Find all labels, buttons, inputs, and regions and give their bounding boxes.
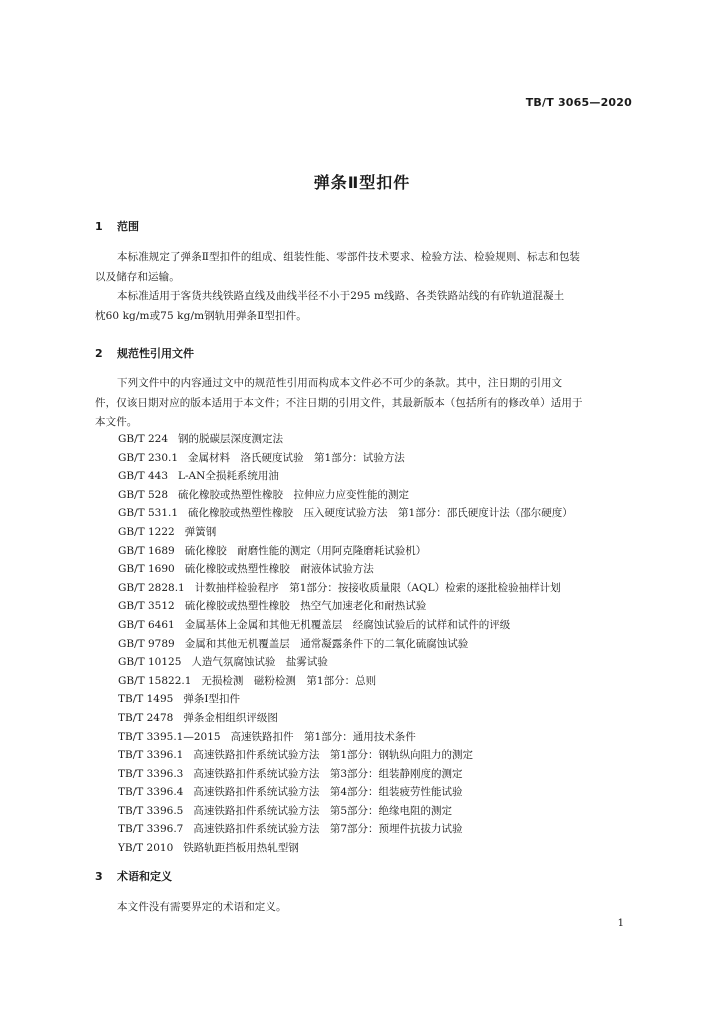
section-title: 规范性引用文件 (117, 347, 194, 360)
reference-code: TB/T 3396.3 (118, 767, 184, 780)
reference-code: GB/T 1222 (118, 525, 175, 538)
reference-item (118, 653, 638, 672)
reference-title: 硫化橡胶或热塑性橡胶 拉伸应力应变性能的测定 (178, 488, 410, 501)
reference-code: GB/T 9789 (118, 637, 175, 650)
reference-item (118, 839, 638, 858)
reference-item (118, 616, 638, 635)
reference-title: 人造气氛腐蚀试验 盐雾试验 (191, 656, 328, 669)
reference-list (118, 430, 638, 858)
section-number: 2 (95, 347, 103, 360)
section-number: 3 (95, 870, 103, 883)
reference-item (118, 523, 638, 542)
reference-item (118, 820, 638, 839)
paragraph-line: 以及储存和运输。 (95, 270, 180, 283)
reference-code: GB/T 531.1 (118, 507, 179, 520)
reference-item (118, 709, 638, 728)
reference-item (118, 690, 638, 709)
reference-item (118, 560, 638, 579)
paragraph-line: 枕60 kg/m或75 kg/m钢轨用弹条Ⅱ型扣件。 (95, 309, 307, 322)
reference-item (118, 467, 638, 486)
reference-title: 高速铁路扣件系统试验方法 第3部分：组装静刚度的测定 (193, 767, 463, 780)
reference-item (118, 449, 638, 468)
reference-title: 无损检测 磁粉检测 第1部分：总则 (201, 674, 377, 687)
reference-code: TB/T 3396.5 (118, 804, 184, 817)
section-title: 术语和定义 (117, 870, 172, 883)
reference-code: GB/T 443 (118, 470, 169, 483)
reference-title: 硫化橡胶或热塑性橡胶 压入硬度试验方法 第1部分：邵氏硬度计法（邵尔硬度） (188, 507, 573, 520)
reference-item (118, 504, 638, 523)
paragraph-line: 本标准适用于客货共线铁路直线及曲线半径不小于295 m线路、各类铁路站线的有砟轨道混凝土 (117, 290, 565, 302)
reference-code: GB/T 6461 (118, 618, 175, 631)
reference-item (118, 597, 638, 616)
reference-code: GB/T 10125 (118, 656, 182, 669)
reference-title: 硫化橡胶 耐磨性能的测定（用阿克隆磨耗试验机） (184, 544, 427, 557)
reference-item (118, 430, 638, 449)
reference-code: TB/T 3396.4 (118, 786, 184, 799)
reference-code: GB/T 1689 (118, 544, 175, 557)
reference-title: 钢的脱碳层深度测定法 (178, 433, 284, 445)
page-number: 1 (617, 918, 624, 929)
reference-item (118, 579, 638, 598)
reference-title: 高速铁路扣件 第1部分：通用技术条件 (230, 730, 416, 743)
reference-code: GB/T 230.1 (118, 451, 179, 464)
reference-item (118, 542, 638, 561)
paragraph-line: 本标准规定了弹条Ⅱ型扣件的组成、组装性能、零部件技术要求、检验方法、检验规则、标志和包装 (117, 251, 581, 263)
reference-code: GB/T 2828.1 (118, 581, 185, 594)
reference-item (118, 728, 638, 747)
reference-title: 金属基体上金属和其他无机覆盖层 经腐蚀试验后的试样和试件的评级 (184, 618, 511, 631)
terms-paragraph (95, 898, 631, 918)
section-3-heading (95, 868, 172, 884)
section-number: 1 (95, 220, 103, 233)
reference-code: GB/T 224 (118, 433, 169, 445)
reference-code: GB/T 15822.1 (118, 674, 192, 687)
reference-title: 金属和其他无机覆盖层 通常凝露条件下的二氧化硫腐蚀试验 (184, 637, 469, 650)
reference-title: 高速铁路扣件系统试验方法 第4部分：组装疲劳性能试验 (193, 786, 463, 799)
reference-code: GB/T 3512 (118, 600, 175, 613)
reference-title: 铁路轨距挡板用热轧型钢 (183, 842, 299, 855)
reference-code: TB/T 3396.1 (118, 749, 184, 762)
reference-code: TB/T 3396.7 (118, 823, 184, 836)
paragraph-line: 件，仅该日期对应的版本适用于本文件；不注日期的引用文件，其最新版本（包括所有的修改单）适用于 (95, 396, 583, 409)
reference-code: GB/T 1690 (118, 563, 175, 576)
reference-title: 弹簧钢 (184, 525, 217, 538)
reference-title: 高速铁路扣件系统试验方法 第7部分：预埋件抗拔力试验 (193, 823, 463, 836)
reference-code: TB/T 3395.1—2015 (118, 730, 221, 743)
reference-title: 硫化橡胶或热塑性橡胶 热空气加速老化和耐热试验 (184, 600, 427, 613)
scope-paragraph (95, 248, 631, 326)
standard-code: TB/T 3065—2020 (525, 96, 632, 109)
reference-title: 高速铁路扣件系统试验方法 第1部分：钢轨纵向阻力的测定 (193, 749, 474, 762)
reference-item (118, 746, 638, 765)
reference-item (118, 783, 638, 802)
reference-title: 弹条金相组织评级图 (183, 711, 278, 724)
reference-title: 金属材料 洛氏硬度试验 第1部分：试验方法 (188, 451, 405, 464)
section-1-heading (95, 218, 139, 234)
paragraph-line: 下列文件中的内容通过文中的规范性引用而构成本文件必不可少的条款。其中，注日期的引用文 (117, 377, 563, 389)
reference-title: L-AN全损耗系统用油 (178, 470, 279, 483)
reference-code: YB/T 2010 (118, 842, 174, 855)
reference-item (118, 635, 638, 654)
reference-item (118, 486, 638, 505)
paragraph-line: 本文件。 (95, 416, 138, 428)
paragraph-line: 本文件没有需要界定的术语和定义。 (117, 901, 287, 913)
reference-title: 硫化橡胶或热塑性橡胶 耐液体试验方法 (184, 563, 374, 576)
document-title: 弹条Ⅱ型扣件 (313, 173, 411, 192)
reference-item (118, 672, 638, 691)
references-intro (95, 374, 631, 433)
reference-title: 高速铁路扣件系统试验方法 第5部分：绝缘电阻的测定 (193, 804, 453, 817)
reference-code: TB/T 1495 (118, 693, 174, 706)
section-2-heading (95, 345, 194, 361)
reference-item (118, 802, 638, 821)
reference-code: GB/T 528 (118, 488, 169, 501)
reference-title: 弹条Ⅰ型扣件 (183, 693, 240, 706)
reference-item (118, 765, 638, 784)
reference-code: TB/T 2478 (118, 711, 174, 724)
reference-title: 计数抽样检验程序 第1部分：按接收质量限（AQL）检索的逐批检验抽样计划 (194, 581, 561, 594)
section-title: 范围 (117, 220, 139, 233)
